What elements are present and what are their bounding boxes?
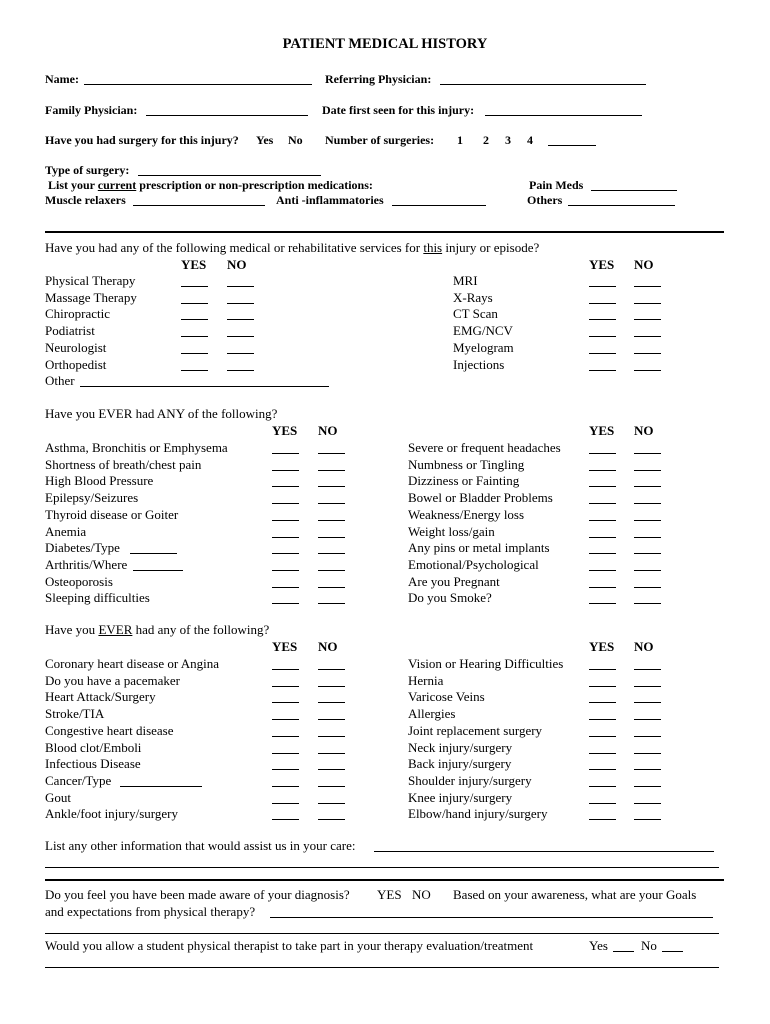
- history-right-knee-injury-surgery-label: Knee injury/surgery: [408, 789, 513, 805]
- referring-physician-label: Referring Physician:: [325, 72, 432, 86]
- muscle-relaxers-field[interactable]: [133, 205, 265, 206]
- service-left-podiatrist-no-blank[interactable]: [227, 336, 254, 337]
- history-left-coronary-heart-disease-or-angina-label: Coronary heart disease or Angina: [45, 656, 220, 671]
- history-right-back-injury-surgery-yes-blank[interactable]: [589, 769, 616, 770]
- service-right-ct-scan-label: CT Scan: [453, 306, 498, 322]
- conditions-yes-header-right: YES: [589, 423, 615, 438]
- condition-left-arthritis-where-detail-field[interactable]: [133, 570, 183, 571]
- date-first-seen-label: Date first seen for this injury:: [322, 103, 475, 117]
- history-left-cancer-type-no-blank[interactable]: [318, 786, 345, 787]
- history-left-heart-attack-surgery-no-blank[interactable]: [318, 702, 345, 703]
- student-yes-label: Yes: [589, 938, 608, 953]
- condition-left-epilepsy-seizures-label: Epilepsy/Seizures: [45, 490, 139, 506]
- history-left-gout-yes-blank[interactable]: [272, 803, 299, 804]
- date-first-seen-field[interactable]: [485, 115, 642, 116]
- history-left-do-you-have-a-pacemaker-label: Do you have a pacemaker: [45, 672, 180, 688]
- condition-right-dizziness-or-fainting-no-blank[interactable]: [634, 486, 661, 487]
- history-right-varicose-veins-yes-blank[interactable]: [589, 702, 616, 703]
- service-left-neurologist-yes-blank[interactable]: [181, 353, 208, 354]
- condition-left-asthma-bronchitis-or-emphysema-yes-blank[interactable]: [272, 453, 299, 454]
- surgery-yes-option[interactable]: Yes: [256, 133, 274, 147]
- service-right-myelogram-no-blank[interactable]: [634, 353, 661, 354]
- services-question: Have you had any of the following medical or rehabilitative services for this injury or episode?: [45, 240, 540, 255]
- name-label: Name:: [45, 72, 79, 86]
- service-right-ct-scan-no-blank[interactable]: [634, 319, 661, 320]
- service-left-physical-therapy-yes-blank[interactable]: [181, 286, 208, 287]
- history-right-knee-injury-surgery-yes-blank[interactable]: [589, 803, 616, 804]
- service-left-chiropractic-no-blank[interactable]: [227, 319, 254, 320]
- history-right-vision-or-hearing-difficulties-yes-blank[interactable]: [589, 669, 616, 670]
- condition-left-sleeping-difficulties-label: Sleeping difficulties: [45, 590, 150, 606]
- service-left-podiatrist-yes-blank[interactable]: [181, 336, 208, 337]
- history-left-heart-attack-surgery-label: Heart Attack/Surgery: [45, 689, 156, 705]
- condition-left-shortness-of-breath-chest-pain-yes-blank[interactable]: [272, 470, 299, 471]
- condition-left-diabetes-type-yes-blank[interactable]: [272, 553, 299, 554]
- condition-right-do-you-smoke-yes-blank[interactable]: [589, 603, 616, 604]
- conditions-question: Have you EVER had ANY of the following?: [45, 406, 278, 421]
- condition-left-diabetes-type-label: Diabetes/Type: [45, 540, 120, 556]
- condition-left-anemia-yes-blank[interactable]: [272, 537, 299, 538]
- conditions-no-header-left: NO: [318, 423, 338, 438]
- condition-right-emotional-psychological-label: Emotional/Psychological: [408, 556, 539, 572]
- service-left-orthopedist-label: Orthopedist: [45, 356, 107, 372]
- history-left-cancer-type-detail-field[interactable]: [120, 786, 202, 787]
- goals-question-line-2: and expectations from physical therapy?: [45, 904, 256, 919]
- history-left-heart-attack-surgery-yes-blank[interactable]: [272, 702, 299, 703]
- history-right-shoulder-injury-surgery-no-blank[interactable]: [634, 786, 661, 787]
- condition-right-weight-loss-gain-label: Weight loss/gain: [408, 523, 495, 539]
- service-right-mri-label: MRI: [453, 273, 478, 288]
- other-info-field[interactable]: [374, 851, 714, 852]
- history-right-neck-injury-surgery-no-blank[interactable]: [634, 753, 661, 754]
- condition-right-any-pins-or-metal-implants-yes-blank[interactable]: [589, 553, 616, 554]
- service-right-emg-ncv-label: EMG/NCV: [453, 323, 513, 339]
- condition-right-numbness-or-tingling-label: Numbness or Tingling: [408, 456, 525, 472]
- service-left-neurologist-no-blank[interactable]: [227, 353, 254, 354]
- condition-right-bowel-or-bladder-problems-no-blank[interactable]: [634, 503, 661, 504]
- referring-physician-field[interactable]: [440, 84, 646, 85]
- condition-right-emotional-psychological-no-blank[interactable]: [634, 570, 661, 571]
- service-right-x-rays-label: X-Rays: [453, 289, 493, 305]
- service-right-myelogram-label: Myelogram: [453, 339, 514, 355]
- services-yes-header-right: YES: [589, 257, 615, 272]
- history-left-stroke-tia-no-blank[interactable]: [318, 719, 345, 720]
- history-right-neck-injury-surgery-yes-blank[interactable]: [589, 753, 616, 754]
- condition-left-arthritis-where-no-blank[interactable]: [318, 570, 345, 571]
- number-of-surgeries-label: Number of surgeries:: [325, 133, 435, 147]
- medications-label: List your current prescription or non-prescription medications:: [48, 178, 373, 192]
- type-of-surgery-field[interactable]: [138, 175, 321, 176]
- history-question: Have you EVER had any of the following?: [45, 622, 270, 637]
- history-right-allergies-label: Allergies: [408, 706, 456, 722]
- type-of-surgery-label: Type of surgery:: [45, 163, 130, 177]
- bottom-line[interactable]: [45, 967, 719, 968]
- anti-inflammatories-field[interactable]: [392, 205, 486, 206]
- services-other-field[interactable]: [80, 386, 329, 387]
- condition-right-weight-loss-gain-no-blank[interactable]: [634, 537, 661, 538]
- history-right-elbow-hand-injury-surgery-yes-blank[interactable]: [589, 819, 616, 820]
- section-divider: [45, 231, 724, 233]
- history-left-congestive-heart-disease-yes-blank[interactable]: [272, 736, 299, 737]
- condition-right-severe-or-frequent-headaches-label: Severe or frequent headaches: [408, 440, 561, 455]
- history-right-allergies-no-blank[interactable]: [634, 719, 661, 720]
- condition-left-sleeping-difficulties-yes-blank[interactable]: [272, 603, 299, 604]
- service-right-injections-no-blank[interactable]: [634, 370, 661, 371]
- condition-left-thyroid-disease-or-goiter-no-blank[interactable]: [318, 520, 345, 521]
- condition-right-numbness-or-tingling-no-blank[interactable]: [634, 470, 661, 471]
- history-left-cancer-type-yes-blank[interactable]: [272, 786, 299, 787]
- condition-right-do-you-smoke-no-blank[interactable]: [634, 603, 661, 604]
- other-info-label: List any other information that would assist us in your care:: [45, 838, 356, 853]
- condition-left-shortness-of-breath-chest-pain-label: Shortness of breath/chest pain: [45, 456, 202, 472]
- service-left-podiatrist-label: Podiatrist: [45, 323, 95, 339]
- service-right-mri-no-blank[interactable]: [634, 286, 661, 287]
- history-right-allergies-yes-blank[interactable]: [589, 719, 616, 720]
- student-yes-field[interactable]: [613, 951, 634, 952]
- history-left-infectious-disease-no-blank[interactable]: [318, 769, 345, 770]
- goals-question-line-1: Based on your awareness, what are your Goals: [453, 887, 697, 902]
- conditions-yes-header-left: YES: [272, 423, 298, 438]
- service-right-myelogram-yes-blank[interactable]: [589, 353, 616, 354]
- condition-left-osteoporosis-yes-blank[interactable]: [272, 587, 299, 588]
- service-right-injections-label: Injections: [453, 356, 505, 372]
- history-right-vision-or-hearing-difficulties-label: Vision or Hearing Difficulties: [408, 656, 564, 671]
- history-right-hernia-no-blank[interactable]: [634, 686, 661, 687]
- condition-left-osteoporosis-no-blank[interactable]: [318, 587, 345, 588]
- diagnosis-question: Do you feel you have been made aware of your diagnosis?: [45, 887, 350, 902]
- condition-right-weakness-energy-loss-yes-blank[interactable]: [589, 520, 616, 521]
- condition-left-high-blood-pressure-label: High Blood Pressure: [45, 473, 154, 489]
- history-left-ankle-foot-injury-surgery-yes-blank[interactable]: [272, 819, 299, 820]
- service-left-orthopedist-no-blank[interactable]: [227, 370, 254, 371]
- service-left-massage-therapy-label: Massage Therapy: [45, 289, 137, 305]
- condition-left-anemia-no-blank[interactable]: [318, 537, 345, 538]
- family-physician-label: Family Physician:: [45, 103, 138, 117]
- history-left-blood-clot-emboli-label: Blood clot/Emboli: [45, 739, 142, 755]
- history-no-header-right: NO: [634, 639, 654, 654]
- history-left-stroke-tia-label: Stroke/TIA: [45, 706, 105, 722]
- surgery-count-3[interactable]: 3: [505, 133, 511, 147]
- condition-left-shortness-of-breath-chest-pain-no-blank[interactable]: [318, 470, 345, 471]
- condition-left-asthma-bronchitis-or-emphysema-label: Asthma, Bronchitis or Emphysema: [45, 440, 228, 455]
- condition-left-epilepsy-seizures-yes-blank[interactable]: [272, 503, 299, 504]
- condition-left-anemia-label: Anemia: [45, 523, 87, 539]
- service-left-chiropractic-label: Chiropractic: [45, 306, 110, 322]
- surgery-count-4[interactable]: 4: [527, 133, 533, 147]
- history-right-shoulder-injury-surgery-yes-blank[interactable]: [589, 786, 616, 787]
- service-right-ct-scan-yes-blank[interactable]: [589, 319, 616, 320]
- services-no-header-right: NO: [634, 257, 654, 272]
- history-right-vision-or-hearing-difficulties-no-blank[interactable]: [634, 669, 661, 670]
- history-right-varicose-veins-no-blank[interactable]: [634, 702, 661, 703]
- condition-right-weakness-energy-loss-no-blank[interactable]: [634, 520, 661, 521]
- services-no-header-left: NO: [227, 257, 247, 272]
- pain-meds-label: Pain Meds: [529, 178, 584, 192]
- diagnosis-no-option[interactable]: NO: [412, 887, 431, 902]
- service-left-chiropractic-yes-blank[interactable]: [181, 319, 208, 320]
- service-left-orthopedist-yes-blank[interactable]: [181, 370, 208, 371]
- condition-right-severe-or-frequent-headaches-yes-blank[interactable]: [589, 453, 616, 454]
- history-right-shoulder-injury-surgery-label: Shoulder injury/surgery: [408, 772, 532, 788]
- condition-left-thyroid-disease-or-goiter-yes-blank[interactable]: [272, 520, 299, 521]
- condition-right-numbness-or-tingling-yes-blank[interactable]: [589, 470, 616, 471]
- history-yes-header-right: YES: [589, 639, 615, 654]
- service-right-mri-yes-blank[interactable]: [589, 286, 616, 287]
- condition-right-dizziness-or-fainting-yes-blank[interactable]: [589, 486, 616, 487]
- history-right-neck-injury-surgery-label: Neck injury/surgery: [408, 739, 513, 755]
- history-left-gout-label: Gout: [45, 789, 71, 805]
- goals-field[interactable]: [270, 917, 713, 918]
- history-right-hernia-label: Hernia: [408, 672, 444, 688]
- history-left-blood-clot-emboli-no-blank[interactable]: [318, 753, 345, 754]
- history-right-back-injury-surgery-label: Back injury/surgery: [408, 756, 512, 772]
- service-right-x-rays-no-blank[interactable]: [634, 303, 661, 304]
- history-right-knee-injury-surgery-no-blank[interactable]: [634, 803, 661, 804]
- history-left-gout-no-blank[interactable]: [318, 803, 345, 804]
- others-field[interactable]: [568, 205, 675, 206]
- history-left-ankle-foot-injury-surgery-label: Ankle/foot injury/surgery: [45, 806, 178, 822]
- condition-left-diabetes-type-no-blank[interactable]: [318, 553, 345, 554]
- service-right-x-rays-yes-blank[interactable]: [589, 303, 616, 304]
- condition-right-are-you-pregnant-no-blank[interactable]: [634, 587, 661, 588]
- history-left-coronary-heart-disease-or-angina-no-blank[interactable]: [318, 669, 345, 670]
- pain-meds-field[interactable]: [591, 190, 677, 191]
- condition-right-weakness-energy-loss-label: Weakness/Energy loss: [408, 506, 525, 522]
- history-right-elbow-hand-injury-surgery-label: Elbow/hand injury/surgery: [408, 806, 548, 822]
- condition-left-thyroid-disease-or-goiter-label: Thyroid disease or Goiter: [45, 506, 179, 522]
- history-left-do-you-have-a-pacemaker-no-blank[interactable]: [318, 686, 345, 687]
- history-right-joint-replacement-surgery-label: Joint replacement surgery: [408, 722, 543, 738]
- history-left-cancer-type-label: Cancer/Type: [45, 772, 112, 788]
- condition-right-are-you-pregnant-yes-blank[interactable]: [589, 587, 616, 588]
- services-yes-header-left: YES: [181, 257, 207, 272]
- history-right-varicose-veins-label: Varicose Veins: [408, 689, 485, 705]
- surgery-no-option[interactable]: No: [288, 133, 303, 147]
- history-left-congestive-heart-disease-no-blank[interactable]: [318, 736, 345, 737]
- service-left-physical-therapy-no-blank[interactable]: [227, 286, 254, 287]
- condition-left-arthritis-where-label: Arthritis/Where: [45, 556, 128, 572]
- condition-right-any-pins-or-metal-implants-no-blank[interactable]: [634, 553, 661, 554]
- condition-right-bowel-or-bladder-problems-yes-blank[interactable]: [589, 503, 616, 504]
- condition-right-emotional-psychological-yes-blank[interactable]: [589, 570, 616, 571]
- other-info-field-line-2[interactable]: [45, 867, 719, 868]
- surgery-question: Have you had surgery for this injury?: [45, 133, 239, 147]
- student-no-label: No: [641, 938, 657, 953]
- history-left-do-you-have-a-pacemaker-yes-blank[interactable]: [272, 686, 299, 687]
- student-no-field[interactable]: [662, 951, 683, 952]
- name-field[interactable]: [84, 84, 312, 85]
- condition-left-epilepsy-seizures-no-blank[interactable]: [318, 503, 345, 504]
- family-physician-field[interactable]: [146, 115, 308, 116]
- condition-left-osteoporosis-label: Osteoporosis: [45, 573, 113, 589]
- service-right-emg-ncv-no-blank[interactable]: [634, 336, 661, 337]
- condition-left-high-blood-pressure-no-blank[interactable]: [318, 486, 345, 487]
- condition-left-sleeping-difficulties-no-blank[interactable]: [318, 603, 345, 604]
- condition-left-arthritis-where-yes-blank[interactable]: [272, 570, 299, 571]
- condition-left-diabetes-type-detail-field[interactable]: [130, 553, 177, 554]
- service-left-massage-therapy-no-blank[interactable]: [227, 303, 254, 304]
- history-left-infectious-disease-yes-blank[interactable]: [272, 769, 299, 770]
- history-left-stroke-tia-yes-blank[interactable]: [272, 719, 299, 720]
- muscle-relaxers-label: Muscle relaxers: [45, 193, 126, 207]
- anti-inflammatories-label: Anti -inflammatories: [276, 193, 384, 207]
- condition-right-bowel-or-bladder-problems-label: Bowel or Bladder Problems: [408, 490, 553, 506]
- surgery-count-2[interactable]: 2: [483, 133, 489, 147]
- condition-right-do-you-smoke-label: Do you Smoke?: [408, 590, 492, 606]
- page-title: PATIENT MEDICAL HISTORY: [282, 36, 488, 52]
- condition-right-dizziness-or-fainting-label: Dizziness or Fainting: [408, 473, 520, 489]
- condition-right-are-you-pregnant-label: Are you Pregnant: [408, 573, 500, 589]
- services-other-label: Other: [45, 373, 75, 388]
- service-left-neurologist-label: Neurologist: [45, 339, 107, 355]
- history-right-elbow-hand-injury-surgery-no-blank[interactable]: [634, 819, 661, 820]
- service-left-physical-therapy-label: Physical Therapy: [45, 273, 136, 288]
- conditions-no-header-right: NO: [634, 423, 654, 438]
- history-yes-header-left: YES: [272, 639, 298, 654]
- diagnosis-yes-option[interactable]: YES: [377, 887, 402, 902]
- history-no-header-left: NO: [318, 639, 338, 654]
- condition-right-any-pins-or-metal-implants-label: Any pins or metal implants: [408, 540, 550, 556]
- history-left-infectious-disease-label: Infectious Disease: [45, 756, 141, 772]
- condition-right-weight-loss-gain-yes-blank[interactable]: [589, 537, 616, 538]
- service-right-emg-ncv-yes-blank[interactable]: [589, 336, 616, 337]
- history-right-back-injury-surgery-no-blank[interactable]: [634, 769, 661, 770]
- history-left-congestive-heart-disease-label: Congestive heart disease: [45, 722, 174, 738]
- history-right-joint-replacement-surgery-no-blank[interactable]: [634, 736, 661, 737]
- history-right-hernia-yes-blank[interactable]: [589, 686, 616, 687]
- history-left-ankle-foot-injury-surgery-no-blank[interactable]: [318, 819, 345, 820]
- condition-right-severe-or-frequent-headaches-no-blank[interactable]: [634, 453, 661, 454]
- history-left-coronary-heart-disease-or-angina-yes-blank[interactable]: [272, 669, 299, 670]
- surgery-count-1[interactable]: 1: [457, 133, 463, 147]
- history-right-joint-replacement-surgery-yes-blank[interactable]: [589, 736, 616, 737]
- condition-left-high-blood-pressure-yes-blank[interactable]: [272, 486, 299, 487]
- surgery-count-other-field[interactable]: [548, 145, 596, 146]
- service-left-massage-therapy-yes-blank[interactable]: [181, 303, 208, 304]
- condition-left-asthma-bronchitis-or-emphysema-no-blank[interactable]: [318, 453, 345, 454]
- history-left-blood-clot-emboli-yes-blank[interactable]: [272, 753, 299, 754]
- others-label: Others: [527, 193, 563, 207]
- service-right-injections-yes-blank[interactable]: [589, 370, 616, 371]
- student-question: Would you allow a student physical therapist to take part in your therapy evaluation/treatment: [45, 938, 534, 953]
- goals-field-line-2[interactable]: [45, 933, 719, 934]
- footer-divider: [45, 879, 724, 881]
